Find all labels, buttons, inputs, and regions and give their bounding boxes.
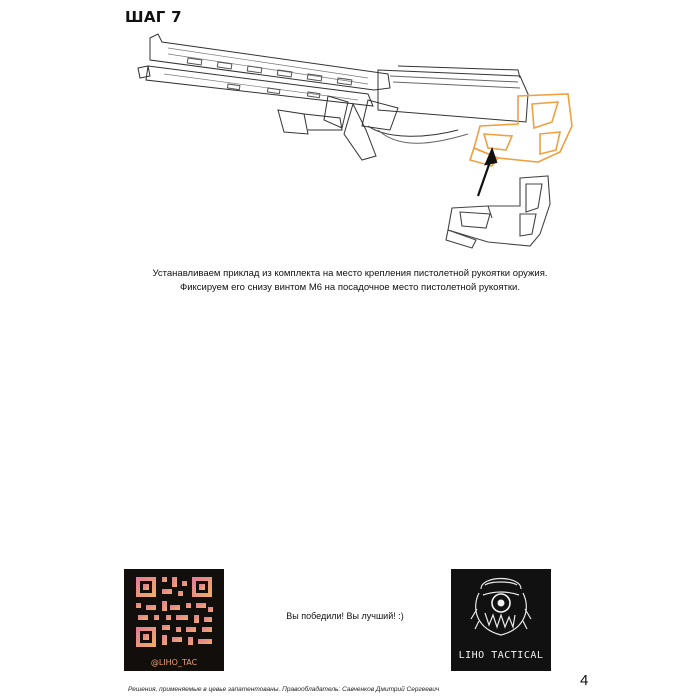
footer-note: Решения, применяемые в цевье запатентованы. Правообладатель: Савченков Дмитрий Сергеевич [128, 686, 440, 693]
page-number: 4 [580, 672, 589, 689]
brand-logo-card [451, 569, 551, 671]
qr-caption: @LIHO_TAC [150, 658, 198, 667]
cyclops-mascot-icon [451, 569, 551, 649]
instruction-line: Фиксируем его снизу винтом М6 на посадочное место пистолетной рукоятки. [180, 282, 520, 293]
rifle-stock-assembly-illustration [128, 30, 578, 260]
step-title: ШАГ 7 [125, 8, 182, 26]
instruction-line: Устанавливаем приклад из комплекта на место крепления пистолетной рукоятки оружия. [152, 268, 548, 279]
win-message: Вы победили! Вы лучший! :) [286, 611, 404, 621]
brand-name: LIHO TACTICAL [458, 650, 544, 661]
qr-code-icon [124, 569, 224, 654]
instruction-text [100, 267, 600, 295]
qr-code-card[interactable] [124, 569, 224, 671]
